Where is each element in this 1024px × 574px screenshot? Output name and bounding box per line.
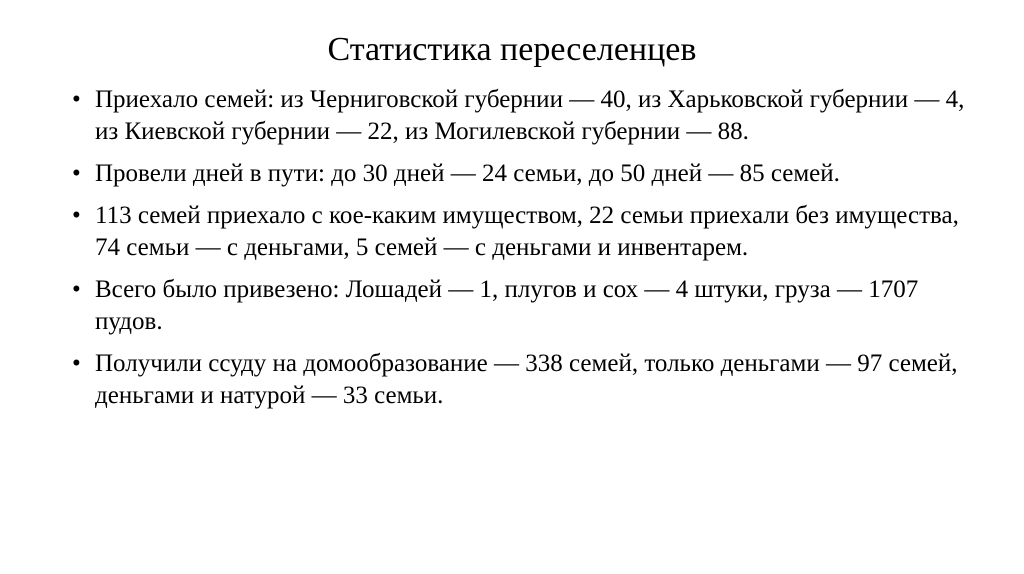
slide-title: Статистика переселенцев (327, 31, 697, 68)
bullet-marker: • (72, 86, 81, 113)
bullet-marker: • (72, 160, 81, 187)
bullet-text: Получили ссуду на домообразование — 338 семей, только деньгами — 97 семей, деньгами и натурой — 33 семьи. (95, 350, 958, 409)
bullet-item-travel-days (72, 158, 972, 190)
bullet-text: 113 семей приехало с кое-каким имуществом, 22 семьи приехали без имущества, 74 семьи — с деньгами, 5 семей — с деньгами и инвентарем. (95, 202, 959, 261)
bullet-item-brought-goods (72, 274, 972, 338)
bullet-text: Приехало семей: из Черниговской губернии — 40, из Харьковской губернии — 4, из Киевской губернии — 22, из Могилевской губернии — 88. (95, 86, 965, 145)
bullet-item-loans (72, 348, 972, 412)
bullet-item-arrivals (72, 84, 972, 148)
bullet-marker: • (72, 276, 81, 303)
bullet-marker: • (72, 350, 81, 377)
bullet-marker: • (72, 202, 81, 229)
bullet-list (72, 84, 972, 422)
bullet-text: Всего было привезено: Лошадей — 1, плугов и сох — 4 штуки, груза — 1707 пудов. (95, 276, 919, 335)
bullet-text: Провели дней в пути: до 30 дней — 24 семьи, до 50 дней — 85 семей. (95, 160, 840, 187)
bullet-item-property (72, 200, 972, 264)
